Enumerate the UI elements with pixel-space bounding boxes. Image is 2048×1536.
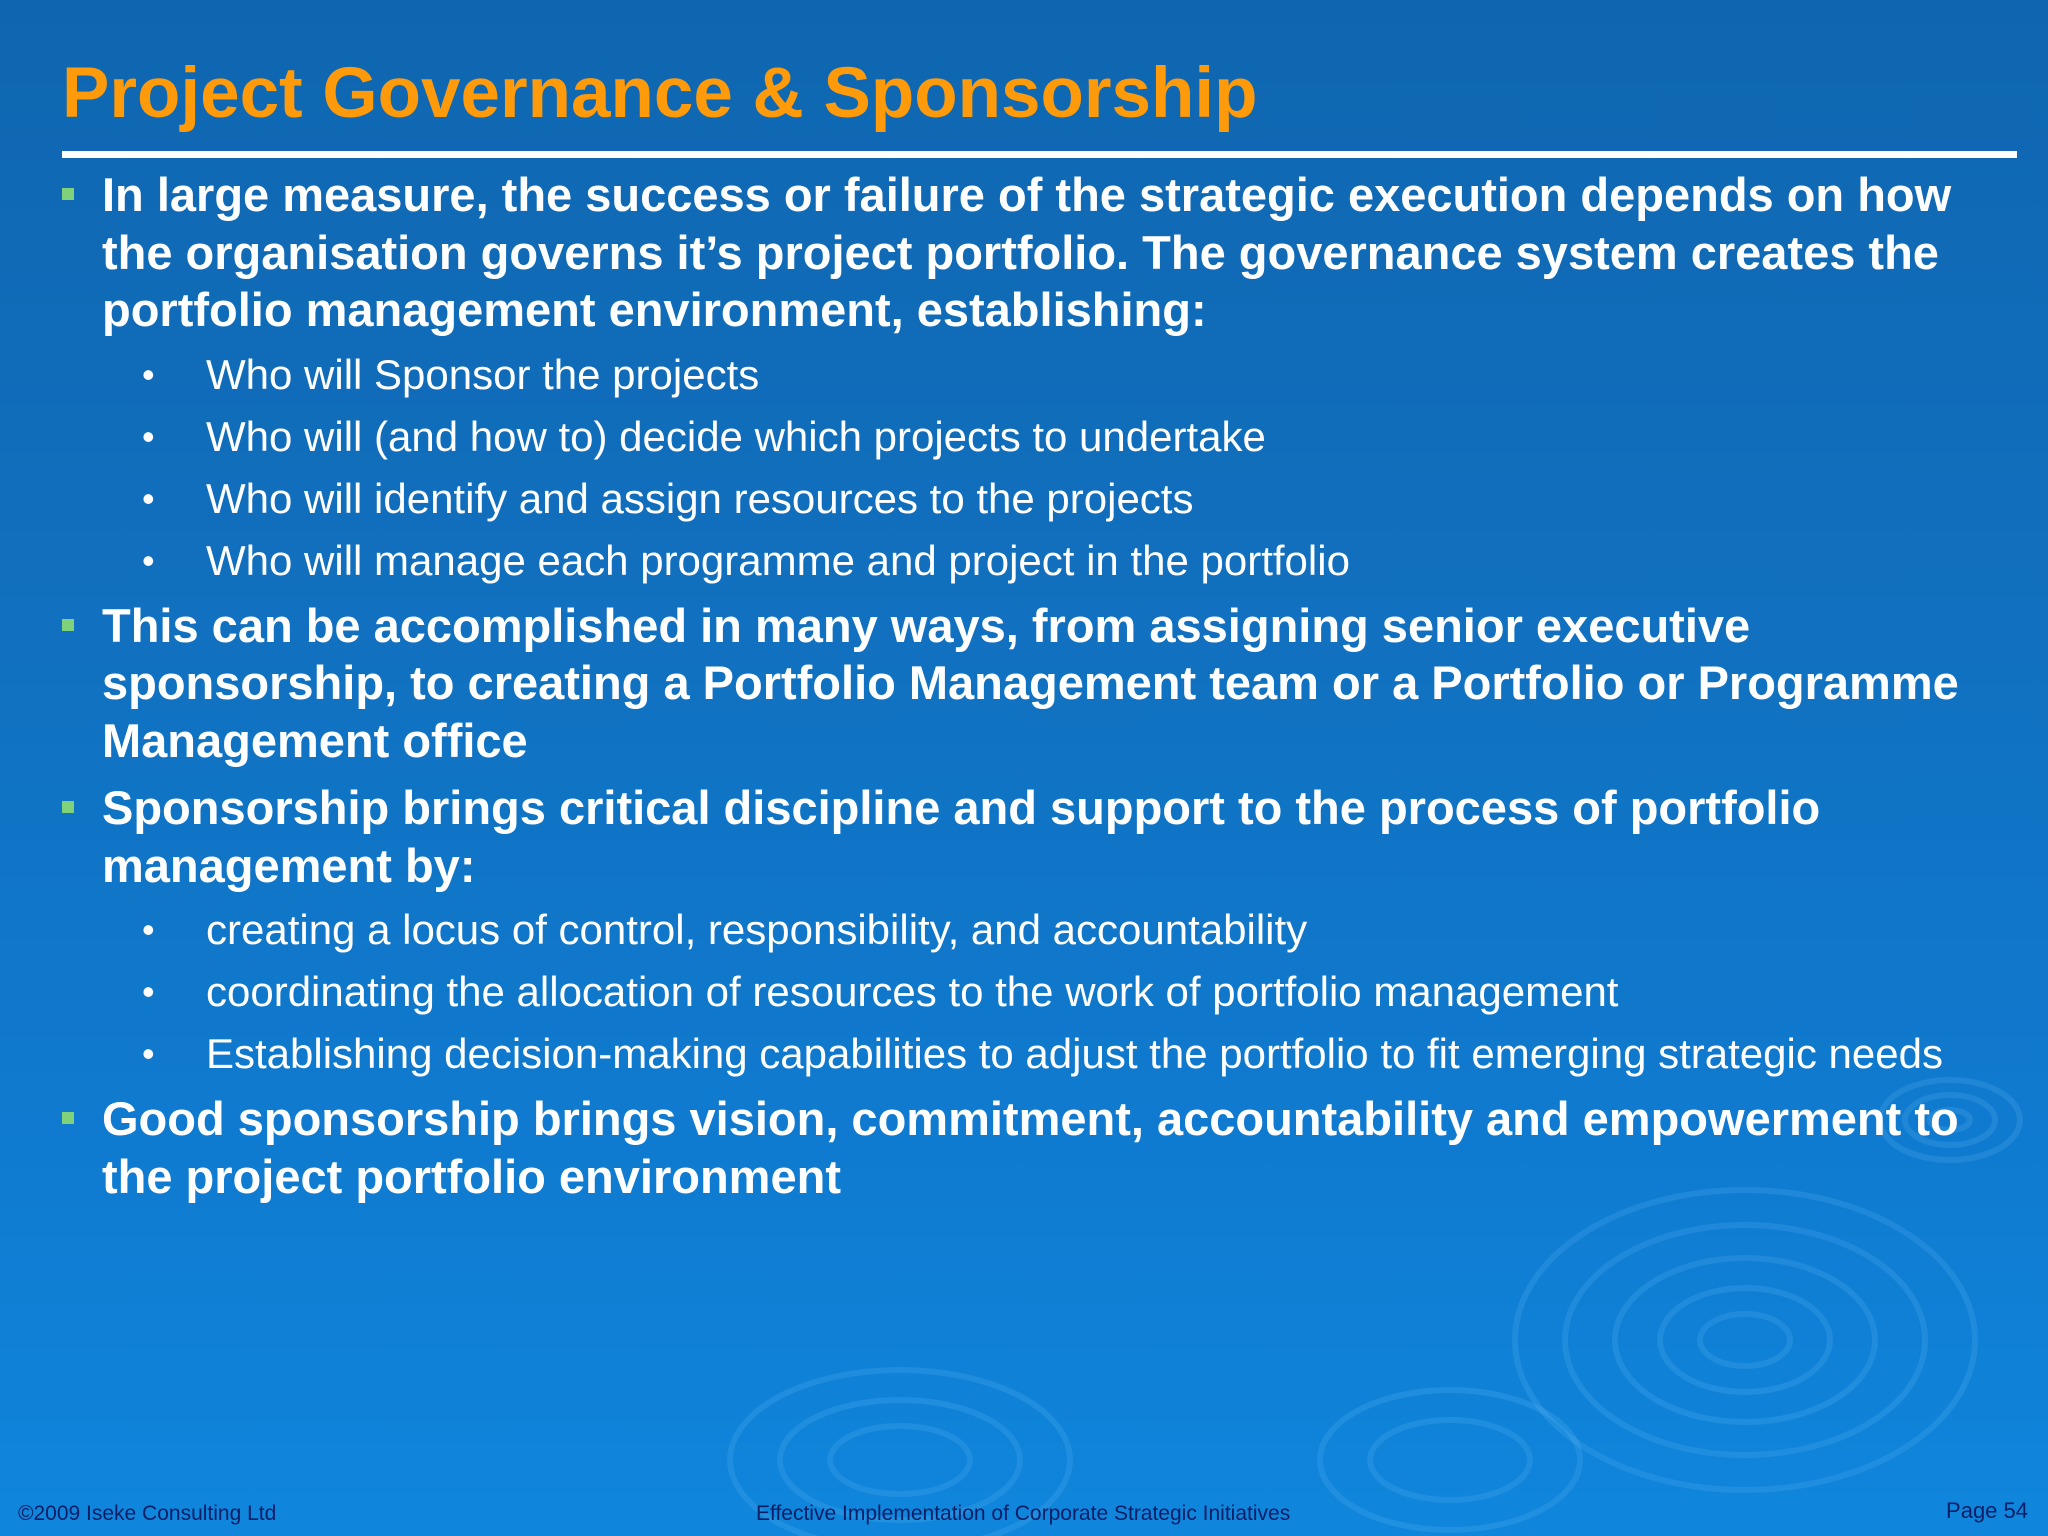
round-bullet-icon: • [142,477,155,519]
square-bullet-icon [62,1112,74,1124]
main-bullet [62,166,1992,339]
sub-bullet-text: Who will identify and assign resources to the projects [206,474,1194,522]
round-bullet-icon: • [142,909,155,950]
main-bullet-text: Good sponsorship brings vision, commitment, accountability and empowerment to the project portfolio environment [102,1092,1959,1203]
round-bullet-icon: • [142,971,155,1012]
sub-bullet-text: Establishing decision-making capabilities to adjust the portfolio to fit emerging strategic needs [206,1030,1943,1077]
sub-bullet [62,473,1992,524]
sub-bullet [62,535,1992,586]
square-bullet-icon [62,188,74,200]
slide-title: Project Governance & Sponsorship [62,54,1258,133]
sub-bullet-text: creating a locus of control, responsibility, and accountability [206,906,1308,953]
round-bullet-icon: • [142,539,155,581]
main-bullet-text: This can be accomplished in many ways, from assigning senior executive sponsorship, to creating a Portfolio Management team or a Portfolio or Programme Management office [102,598,1959,767]
title-underline [62,151,2017,158]
square-bullet-icon [62,801,74,813]
sub-bullet [62,904,1992,955]
square-bullet-icon [62,619,74,631]
sub-bullet-list [62,349,1992,586]
footer-course-title: Effective Implementation of Corporate Strategic Initiatives [756,1502,1291,1525]
footer-page-number: Page 54 [1946,1498,2028,1523]
main-bullet [62,1090,1992,1205]
round-bullet-icon: • [142,1033,155,1074]
sub-bullet [62,349,1992,400]
sub-bullet-text: Who will (and how to) decide which projects to undertake [206,412,1266,460]
sub-bullet [62,411,1992,462]
sub-bullet-text: coordinating the allocation of resources to the work of portfolio management [206,968,1619,1015]
round-bullet-icon: • [142,415,155,457]
main-bullet [62,779,1992,894]
sub-bullet-list [62,904,1992,1079]
round-bullet-icon: • [142,353,155,395]
footer-copyright: ©2009 Iseke Consulting Ltd [18,1502,277,1525]
main-bullet-text: In large measure, the success or failure of the strategic execution depends on how the organisation governs it’s project portfolio. The governance system creates the portfolio management environment, establishing: [102,168,1952,336]
main-bullet-text: Sponsorship brings critical discipline and support to the process of portfolio management by: [102,781,1821,892]
slide-body [62,166,1992,1215]
sub-bullet [62,1028,1992,1079]
sub-bullet-text: Who will Sponsor the projects [206,350,760,398]
sub-bullet-text: Who will manage each programme and project in the portfolio [206,536,1350,584]
main-bullet [62,597,1992,770]
sub-bullet [62,966,1992,1017]
